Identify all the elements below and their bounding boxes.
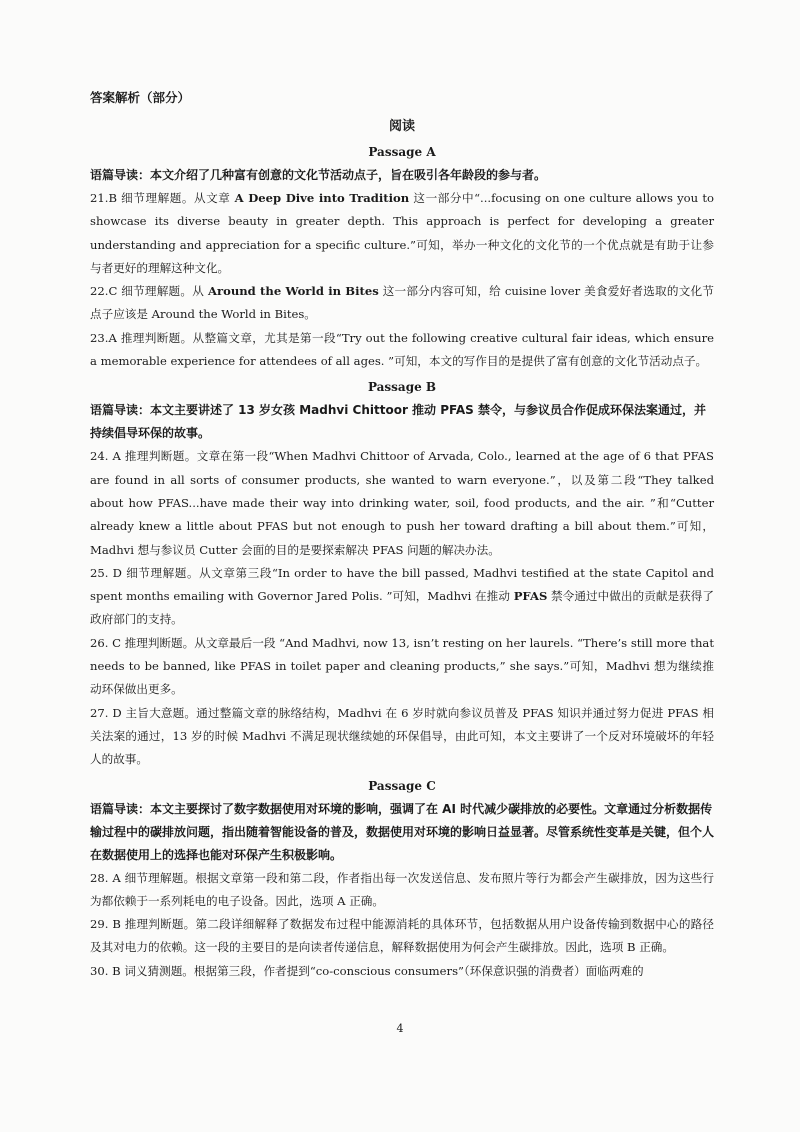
passage-title: Passage C	[368, 778, 436, 793]
answer-item-21: 21.B 细节理解题。从文章 A Deep Dive into Tradition 这一部分中“...focusing on one culture allows you to showcase its diverse beauty in greater depth. This approach is perfect for developing a greater understanding and appreciation for a specific culture.”可知，举办一种文化的文化节的一个优点就是有助于让参与者更好的理解这种文化。	[90, 191, 714, 275]
answer-item-22: 22.C 细节理解题。从 Around the World in Bites 这一部分内容可知，给 cuisine lover 美食爱好者选取的文化节点子应该是 Around the World in Bites。	[90, 284, 714, 322]
passage-b	[90, 375, 714, 771]
passage-c	[90, 774, 714, 983]
passage-title: Passage B	[367, 380, 437, 395]
answer-item-24: 24. A 推理判断题。文章在第一段“When Madhvi Chittoor of Arvada, Colo., learned at the age of 6 that PFAS are found in all sorts of consumer products, she wanted to warn everyone.”，以及第二段“They talked about how PFAS...have made their way into drinking water, soil, food products, and the air. ”和“Cutter already knew a little about PFAS but not enough to push her toward drafting a bill about them.”可知，Madhvi 想与参议员 Cutter 会面的目的是要探索解决 PFAS 问题的解决办法。	[90, 449, 714, 557]
passage-a	[90, 140, 714, 373]
passage-guide: 语篇导读：本文介绍了几种富有创意的文化节活动点子，旨在吸引各年龄段的参与者。	[90, 168, 547, 182]
answer-item-29: 29. B 推理判断题。第二段详细解释了数据发布过程中能源消耗的具体环节，包括数据从用户设备传输到数据中心的路径及其对电力的依赖。这一段的主要目的是向读者传递信息，解释数据使用为何会产生碳排放。因此，选项 B 正确。	[90, 917, 714, 955]
answer-item-23: 23.A 推理判断题。从整篇文章，尤其是第一段“Try out the following creative cultural fair ideas, which ensure a memorable experience for attendees of all ages. ”可知，本文的写作目的是提供了富有创意的文化节活动点子。	[90, 330, 714, 369]
answer-item-25: 25. D 细节理解题。从文章第三段“In order to have the bill passed, Madhvi testified at the state Capitol and spent months emailing with Governor Jared Polis. ”可知，Madhvi 在推动 PFAS 禁令通过中做出的贡献是获得了政府部门的支持。	[90, 565, 714, 627]
answer-item-26: 26. C 推理判断题。从文章最后一段 “And Madhvi, now 13, isn’t resting on her laurels. “There’s still more that needs to be banned, like PFAS in toilet paper and cleaning products,” she says.”可知，Madhvi 想为继续推动环保做出更多。	[90, 635, 714, 697]
page-number: 4	[396, 1022, 404, 1035]
document-title: 答案解析（部分）	[90, 90, 191, 105]
passage-guide: 语篇导读：本文主要探讨了数字数据使用对环境的影响，强调了在 AI 时代减少碳排放的必要性。文章通过分析数据传输过程中的碳排放问题，指出随着智能设备的普及，数据使用对环境的影响日益显著。尽管系统性变革是关键，但个人在数据使用上的选择也能对环保产生积极影响。	[90, 801, 715, 862]
passage-title: Passage A	[368, 145, 436, 159]
passage-guide: 语篇导读：本文主要讲述了 13 岁女孩 Madhvi Chittoor 推动 PFAS 禁令，与参议员合作促成环保法案通过，并持续倡导环保的故事。	[90, 403, 706, 441]
answer-item-28: 28. A 细节理解题。根据文章第一段和第二段，作者指出每一次发送信息、发布照片等行为都会产生碳排放，因为这些行为都依赖于一系列耗电的电子设备。因此，选项 A 正确。	[90, 870, 714, 908]
section-title-reading: 阅读	[388, 119, 415, 134]
answer-item-30: 30. B 词义猜测题。根据第三段，作者提到“co-conscious consumers”（环保意识强的消费者）面临两难的	[90, 963, 644, 978]
answer-item-27: 27. D 主旨大意题。通过整篇文章的脉络结构，Madhvi 在 6 岁时就向参议员普及 PFAS 知识并通过努力促进 PFAS 相关法案的通过，13 岁的时候 Madhvi 不满足现状继续她的环保倡导，由此可知，本文主要讲了一个反对环境破坏的年轻人的故事。	[90, 705, 714, 767]
